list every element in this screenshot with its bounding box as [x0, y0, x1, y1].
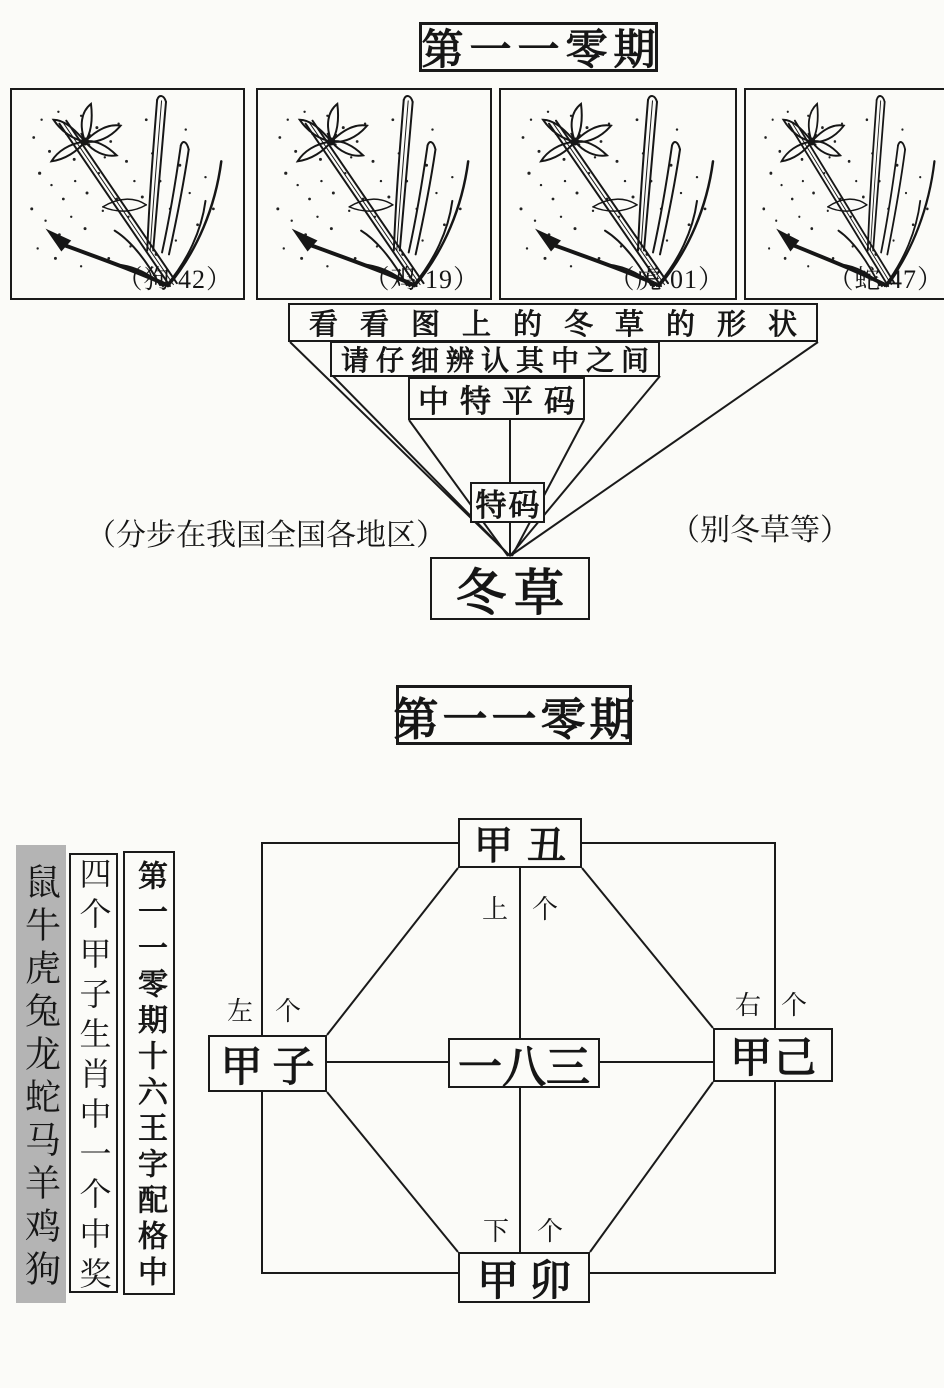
- plant-panel-2: [256, 88, 492, 300]
- slogan-column: 四个甲子生肖中一个中奖: [69, 853, 118, 1293]
- diamond-node-right: 甲己: [713, 1028, 833, 1082]
- direction-label-bottom-right-char: 个: [537, 1217, 564, 1246]
- direction-label-right-left-char: 右: [734, 991, 761, 1020]
- direction-label-right: [721, 985, 821, 1022]
- period-title-top-text: 第一一零期: [421, 28, 662, 74]
- left-note: （分步在我国全国各地区）: [86, 519, 446, 552]
- direction-label-top-left-char: 上: [481, 895, 508, 924]
- right-note: （别冬草等）: [670, 514, 850, 547]
- plant-label: （鸡 19）: [363, 265, 480, 294]
- direction-label-left-left-char: 左: [226, 997, 253, 1026]
- period-title-bottom: [393, 685, 639, 745]
- period-title-bottom-text: 第一一零期: [393, 694, 639, 745]
- direction-label-top-right-char: 个: [532, 895, 559, 924]
- zodiac-strip: 鼠牛虎兔龙蛇马羊鸡狗: [16, 845, 66, 1303]
- diamond-node-top: 甲丑: [458, 818, 582, 868]
- direction-label-bottom: [453, 1211, 593, 1248]
- direction-label-right-right-char: 个: [781, 991, 808, 1020]
- direction-label-left-right-char: 个: [275, 997, 302, 1026]
- winter-grass-result-box: 冬草: [430, 557, 590, 620]
- diamond-node-bottom: 甲卯: [458, 1252, 590, 1303]
- plant-panel-1: [10, 88, 245, 300]
- funnel-hint-row-1: 看看图上的冬草的形状: [288, 303, 818, 342]
- period-title-top: [419, 22, 662, 74]
- direction-label-bottom-left-char: 下: [482, 1217, 509, 1246]
- funnel-hint-row-3: 中特平码: [408, 377, 585, 420]
- diamond-center-number: 一八三: [448, 1038, 600, 1088]
- period-note-column: 第一一零期十六王字配格中: [123, 851, 175, 1295]
- funnel-hint-row-2: 请仔细辨认其中之间: [330, 341, 660, 377]
- plant-panel-3: [499, 88, 737, 300]
- direction-label-top: [450, 889, 590, 926]
- plant-panel-4: [744, 88, 944, 300]
- direction-label-left: [214, 991, 314, 1028]
- special-code-node: 特码: [470, 482, 545, 523]
- plant-label: （蛇 47）: [827, 265, 944, 294]
- diamond-node-left: 甲子: [208, 1035, 327, 1092]
- plant-label: （狗 42）: [116, 265, 233, 294]
- plant-label: （虎 01）: [608, 265, 725, 294]
